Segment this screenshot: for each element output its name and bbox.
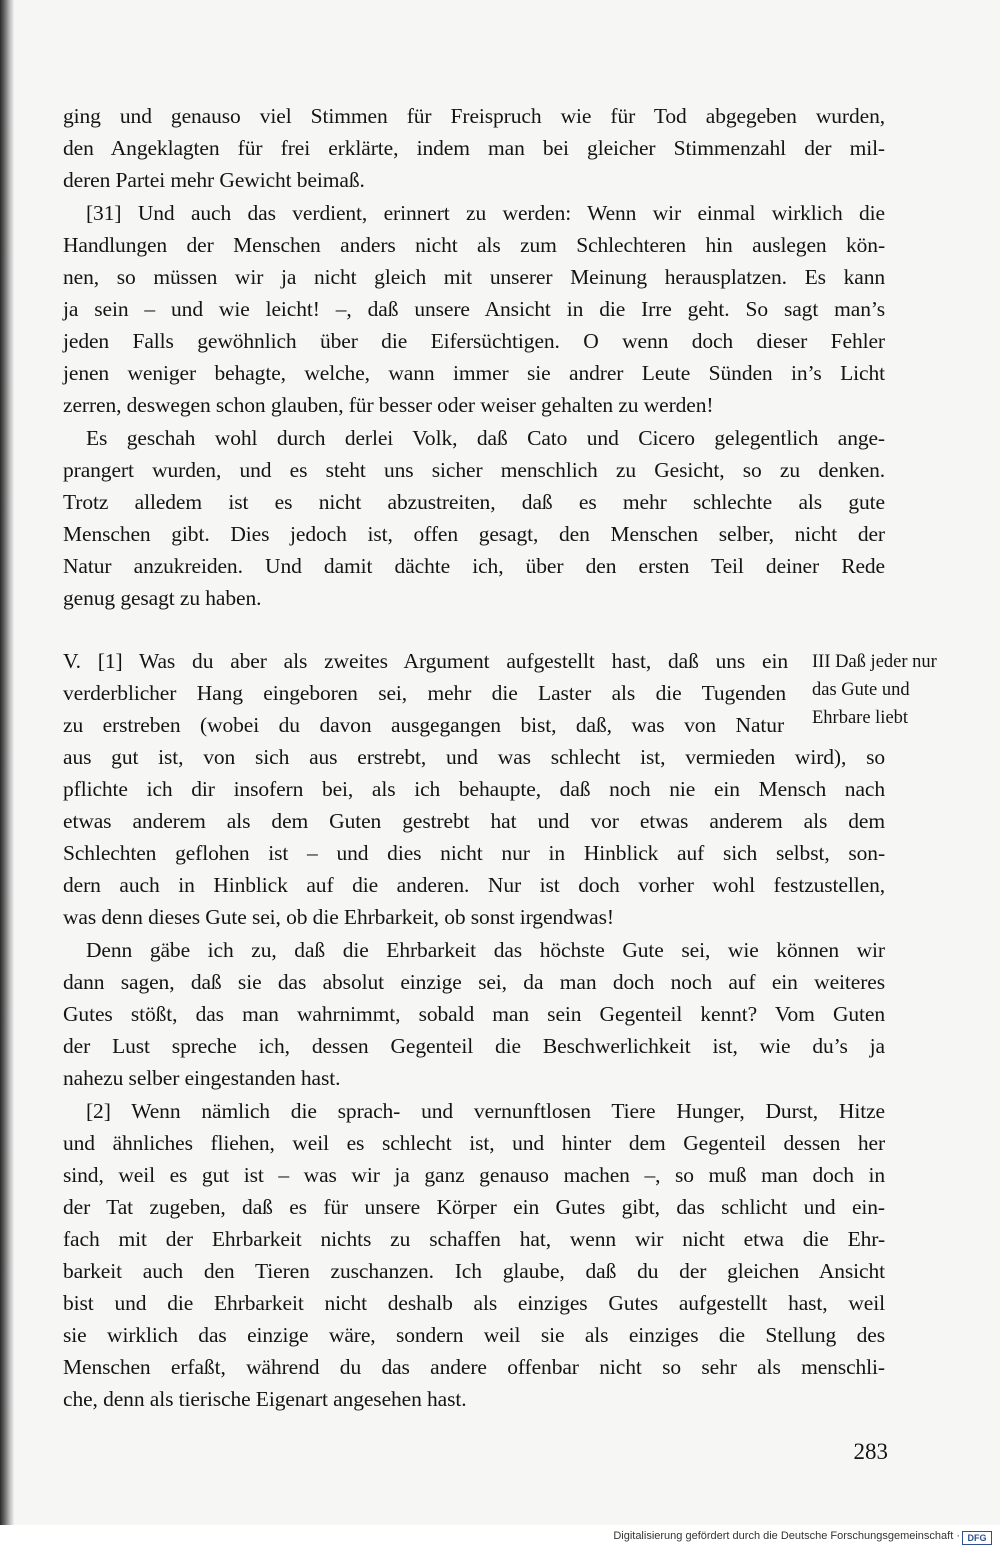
text-line: barkeit auch den Tieren zuschanzen. Ich glaube, daß du der gleichen Ansicht <box>63 1259 885 1283</box>
text-line: [2] Wenn nämlich die sprach- und vernunftlosen Tiere Hunger, Durst, Hitze <box>86 1099 885 1123</box>
text-line: Menschen gibt. Dies jedoch ist, offen gesagt, den Menschen selber, nicht der <box>63 522 885 546</box>
text-line: jeden Falls gewöhnlich über die Eifersüchtigen. O wenn doch dieser Fehler <box>63 329 885 353</box>
text-line: sind, weil es gut ist – was wir ja ganz genauso machen –, so muß man doch in <box>63 1163 885 1187</box>
text-line: Menschen erfaßt, während du das andere offenbar nicht so sehr als menschli- <box>63 1355 885 1379</box>
page-number: 283 <box>853 1439 888 1464</box>
text-line: V. [1] Was du aber als zweites Argument aufgestellt hast, daß uns ein <box>63 649 788 673</box>
text-line: Denn gäbe ich zu, daß die Ehrbarkeit das höchste Gute sei, wie können wir <box>86 938 885 962</box>
margin-note: III Daß jeder nur <box>812 652 937 672</box>
text-line: zu erstreben (wobei du davon ausgegangen bist, daß, was von Natur <box>63 713 784 737</box>
text-line: deren Partei mehr Gewicht beimaß. <box>63 168 365 192</box>
text-line: Trotz alledem ist es nicht abzustreiten, daß es mehr schlechte als gute <box>63 490 885 514</box>
text-line: jenen weniger behagte, welche, wann immer sie andrer Leute Sünden in’s Licht <box>63 361 885 385</box>
book-spine-shadow <box>0 0 14 1525</box>
text-line: der Tat zugeben, daß es für unsere Körper ein Gutes gibt, das schlicht und ein- <box>63 1195 885 1219</box>
text-line: pflichte ich dir insofern bei, als ich behaupte, daß noch nie ein Mensch nach <box>63 777 885 801</box>
text-line: Natur anzukreiden. Und damit dächte ich, über den ersten Teil deiner Rede <box>63 554 885 578</box>
margin-note: Ehrbare liebt <box>812 708 909 728</box>
text-line: dann sagen, daß sie das absolut einzige sei, da man doch noch auf ein weiteres <box>63 970 885 994</box>
dfg-logo: DFG <box>962 1531 992 1545</box>
text-line: ja sein – und wie leicht! –, daß unsere Ansicht in die Irre geht. So sagt man’s <box>63 297 885 321</box>
digitization-footer <box>0 1525 1000 1549</box>
text-line: ging und genauso viel Stimmen für Freispruch wie für Tod abgegeben wurden, <box>63 104 885 128</box>
text-line: Es geschah wohl durch derlei Volk, daß Cato und Cicero gelegentlich ange- <box>86 426 885 450</box>
text-line: Handlungen der Menschen anders nicht als zum Schlechteren hin auslegen kön- <box>63 233 885 257</box>
text-line: fach mit der Ehrbarkeit nichts zu schaffen hat, wenn wir nicht etwa die Ehr- <box>63 1227 885 1251</box>
text-line: was denn dieses Gute sei, ob die Ehrbarkeit, ob sonst irgendwas! <box>63 905 614 929</box>
text-line: dern auch in Hinblick auf die anderen. Nur ist doch vorher wohl festzustellen, <box>63 873 885 897</box>
text-line: zerren, deswegen schon glauben, für besser oder weiser gehalten zu werden! <box>63 393 714 417</box>
margin-note: das Gute und <box>812 680 910 700</box>
text-line: bist und die Ehrbarkeit nicht deshalb als einziges Gutes aufgestellt hast, weil <box>63 1291 885 1315</box>
text-line: [31] Und auch das verdient, erinnert zu werden: Wenn wir einmal wirklich die <box>86 201 885 225</box>
text-line: Gutes stößt, das man wahrnimmt, sobald man sein Gegenteil kennt? Vom Guten <box>63 1002 885 1026</box>
text-line: der Lust spreche ich, dessen Gegenteil die Beschwerlichkeit ist, wie du’s ja <box>63 1034 885 1058</box>
text-line: sie wirklich das einzige wäre, sondern weil sie als einziges die Stellung des <box>63 1323 885 1347</box>
footer-credit-text: Digitalisierung gefördert durch die Deutsche Forschungsgemeinschaft · <box>613 1530 960 1542</box>
text-line: den Angeklagten für frei erklärte, indem man bei gleicher Stimmenzahl der mil- <box>63 136 885 160</box>
text-line: aus gut ist, von sich aus erstrebt, und was schlecht ist, vermieden wird), so <box>63 745 885 769</box>
text-line: Schlechten geflohen ist – und dies nicht nur in Hinblick auf sich selbst, son- <box>63 841 885 865</box>
text-line: prangert wurden, und es steht uns sicher menschlich zu Gesicht, so zu denken. <box>63 458 885 482</box>
text-line: nahezu selber eingestanden hast. <box>63 1066 341 1090</box>
text-line: che, denn als tierische Eigenart angesehen hast. <box>63 1387 467 1411</box>
text-line: nen, so müssen wir ja nicht gleich mit unserer Meinung herausplatzen. Es kann <box>63 265 885 289</box>
text-line: etwas anderem als dem Guten gestrebt hat und vor etwas anderem als dem <box>63 809 885 833</box>
text-line: genug gesagt zu haben. <box>63 586 262 610</box>
text-line: verderblicher Hang eingeboren sei, mehr die Laster als die Tugenden <box>63 681 786 705</box>
text-line: und ähnliches fliehen, weil es schlecht ist, und hinter dem Gegenteil dessen her <box>63 1131 885 1155</box>
